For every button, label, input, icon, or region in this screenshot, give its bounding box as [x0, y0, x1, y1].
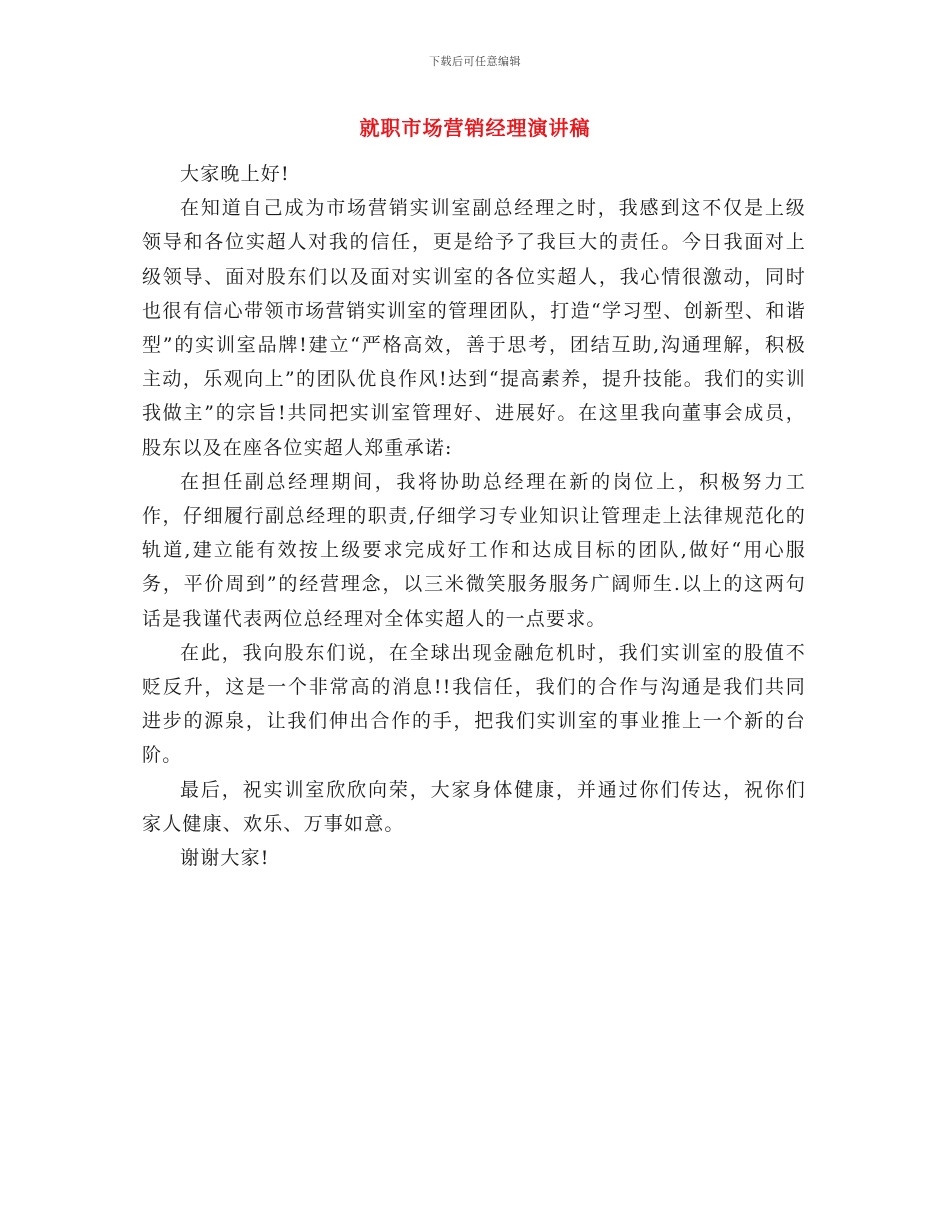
paragraph-greeting: 大家晚上好! [180, 163, 290, 185]
paragraph-introduction: 在知道自己成为市场营销实训室副总经理之时，我感到这不仅是上级领导和各位实超人对我的信任，更是给予了我巨大的责任。今日我面对上级领导、面对股东们以及面对实训室的各位实超人，我心情很激动，同时也很有信心带领市场营销实训室的管理团队，打造“学习型、创新型、和谐型”的实训室品牌!建立“严格高效，善于思考，团结互助,沟通理解，积极主动，乐观向上”的团队优良作风!达到“提高素养，提升技能。我们的实训我做主”的宗旨!共同把实训室管理好、进展好。在这里我向董事会成员，股东以及在座各位实超人郑重承诺: [142, 197, 806, 459]
document-title: 就职市场营销经理演讲稿 [359, 116, 591, 140]
document-body [142, 157, 806, 875]
header-note: 下载后可任意编辑 [429, 55, 521, 68]
paragraph-commitment: 在担任副总经理期间，我将协助总经理在新的岗位上，积极努力工作，仔细履行副总经理的职责,仔细学习专业知识让管理走上法律规范化的轨道,建立能有效按上级要求完成好工作和达成目标的团队,做好“用心服务，平价周到”的经营理念，以三米微笑服务服务广阔师生.以上的这两句话是我谨代表两位总经理对全体实超人的一点要求。 [142, 470, 806, 630]
paragraph-shareholders: 在此，我向股东们说，在全球出现金融危机时，我们实训室的股值不贬反升，这是一个非常高的消息!!我信任，我们的合作与沟通是我们共同进步的源泉，让我们伸出合作的手，把我们实训室的事业推上一个新的台阶。 [142, 641, 806, 767]
paragraph-thanks: 谢谢大家! [180, 847, 270, 870]
paragraph-wishes: 最后，祝实训室欣欣向荣，大家身体健康，并通过你们传达，祝你们家人健康、欢乐、万事如意。 [142, 778, 806, 835]
